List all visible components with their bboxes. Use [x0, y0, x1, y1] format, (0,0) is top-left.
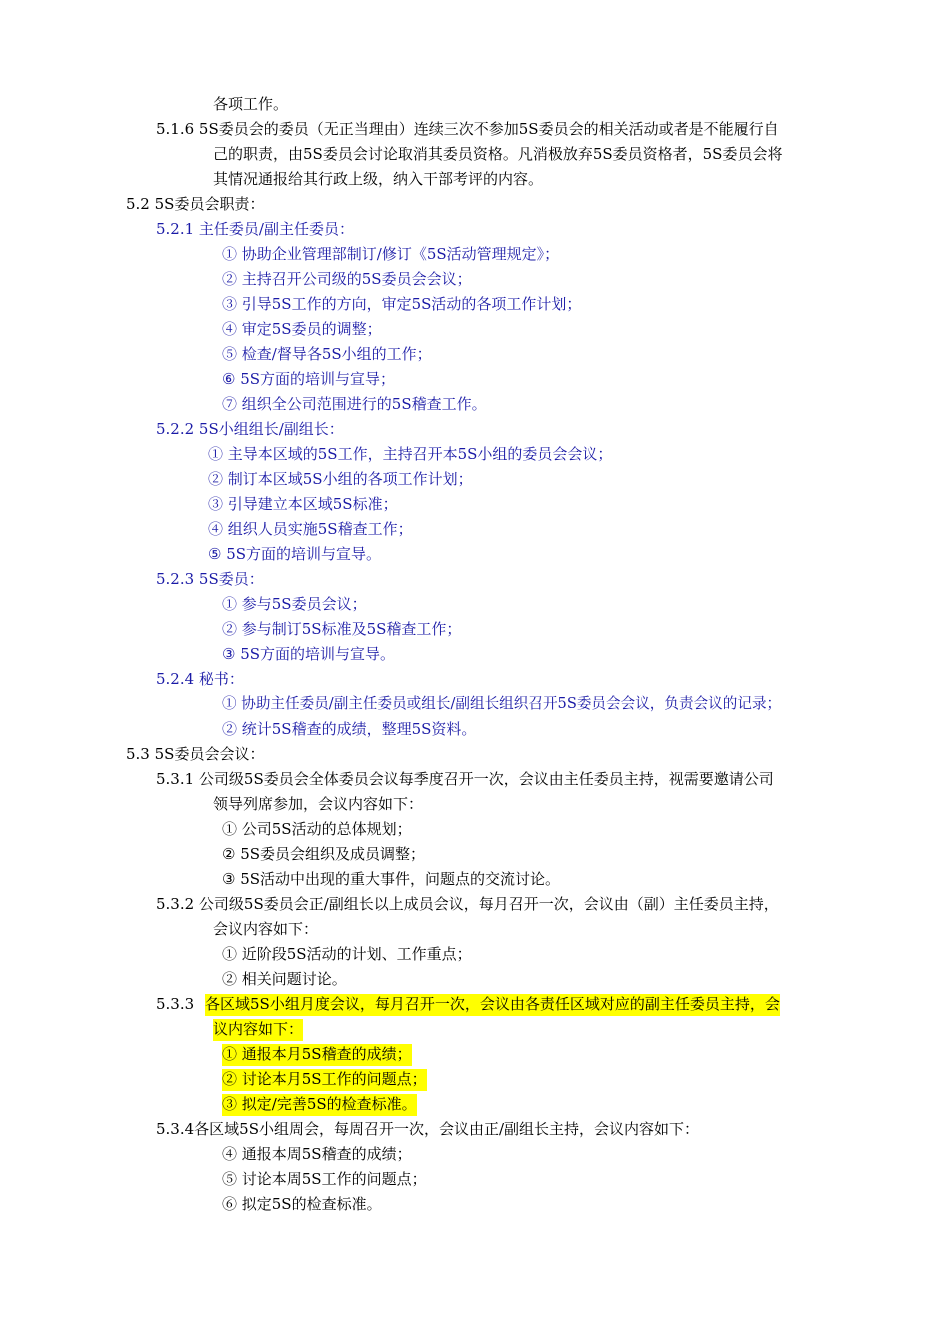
clause-5-1-6: 5.1.6 5S委员会的委员（无正当理由）连续三次不参加5S委员会的相关活动或者是不能履行自 — [156, 120, 779, 138]
list-item: ④ 组织人员实施5S稽查工作； — [208, 520, 413, 538]
highlighted-list-item: ③ 拟定/完善5S的检查标准。 — [222, 1094, 417, 1116]
clause-5-3-4: 5.3.4各区域5S小组周会，每周召开一次，会议由正/副组长主持，会议内容如下： — [156, 1120, 700, 1138]
list-item: ④ 通报本周5S稽查的成绩； — [222, 1145, 412, 1163]
list-item: ① 主导本区域的5S工作，主持召开本5S小组的委员会会议； — [208, 445, 613, 463]
list-item: ① 公司5S活动的总体规划； — [222, 820, 412, 838]
list-item: ① 近阶段5S活动的计划、工作重点； — [222, 945, 472, 963]
list-item: ⑤ 检查/督导各5S小组的工作； — [222, 345, 432, 363]
clause-5-3-1: 5.3.1 公司级5S委员会全体委员会议每季度召开一次，会议由主任委员主持，视需要邀请公司 — [156, 770, 774, 788]
list-item: ③ 引导建立本区域5S标准； — [208, 495, 398, 513]
list-item: ① 参与5S委员会议； — [222, 595, 367, 613]
list-item: ② 制订本区域5S小组的各项工作计划； — [208, 470, 473, 488]
subsection-heading-5-2-4: 5.2.4 秘书： — [156, 670, 244, 688]
list-item: ② 5S委员会组织及成员调整； — [222, 845, 426, 863]
section-heading-5-2: 5.2 5S委员会职责： — [126, 195, 265, 213]
list-item: ② 主持召开公司级的5S委员会会议； — [222, 270, 472, 288]
highlighted-list-item: ① 通报本月5S稽查的成绩； — [222, 1044, 412, 1066]
list-item: ① 协助企业管理部制订/修订《5S活动管理规定》； — [222, 245, 560, 263]
clause-5-3-3-number: 5.3.3 — [156, 995, 195, 1013]
highlighted-text-line: 议内容如下： — [213, 1019, 303, 1041]
list-item: ⑥ 5S方面的培训与宣导； — [222, 370, 396, 388]
list-item: ⑤ 讨论本周5S工作的问题点； — [222, 1170, 427, 1188]
text-line: 其情况通报给其行政上级，纳入干部考评的内容。 — [213, 170, 544, 188]
list-item: ③ 引导5S工作的方向，审定5S活动的各项工作计划； — [222, 295, 582, 313]
list-item: ⑦ 组织全公司范围进行的5S稽查工作。 — [222, 395, 487, 413]
clause-5-3-2: 5.3.2 公司级5S委员会正/副组长以上成员会议，每月召开一次，会议由（副）主任委员主持， — [156, 895, 779, 913]
clause-5-3-3-highlighted: 各区域5S小组月度会议，每月召开一次，会议由各责任区域对应的副主任委员主持，会 — [205, 994, 780, 1016]
list-item: ⑤ 5S方面的培训与宣导。 — [208, 545, 382, 563]
list-item: ② 相关问题讨论。 — [222, 970, 347, 988]
section-heading-5-3: 5.3 5S委员会会议： — [126, 745, 265, 763]
text-line: 会议内容如下： — [213, 920, 319, 938]
list-item: ③ 5S方面的培训与宣导。 — [222, 645, 396, 663]
list-item: ③ 5S活动中出现的重大事件，问题点的交流讨论。 — [222, 870, 561, 888]
subsection-heading-5-2-1: 5.2.1 主任委员/副主任委员： — [156, 220, 354, 238]
list-item: ④ 审定5S委员的调整； — [222, 320, 382, 338]
list-item: ② 参与制订5S标准及5S稽查工作； — [222, 620, 462, 638]
text-line: 领导列席参加，会议内容如下： — [213, 795, 424, 813]
text-line: 各项工作。 — [213, 95, 289, 113]
list-item: ② 统计5S稽查的成绩，整理5S资料。 — [222, 720, 477, 738]
text-line: 己的职责，由5S委员会讨论取消其委员资格。凡消极放弃5S委员资格者，5S委员会将 — [213, 145, 783, 163]
list-item: ① 协助主任委员/副主任委员或组长/副组长组织召开5S委员会会议，负责会议的记录； — [222, 695, 782, 712]
subsection-heading-5-2-2: 5.2.2 5S小组组长/副组长： — [156, 420, 344, 438]
list-item: ⑥ 拟定5S的检查标准。 — [222, 1195, 382, 1213]
highlighted-list-item: ② 讨论本月5S工作的问题点； — [222, 1069, 427, 1091]
subsection-heading-5-2-3: 5.2.3 5S委员： — [156, 570, 264, 588]
